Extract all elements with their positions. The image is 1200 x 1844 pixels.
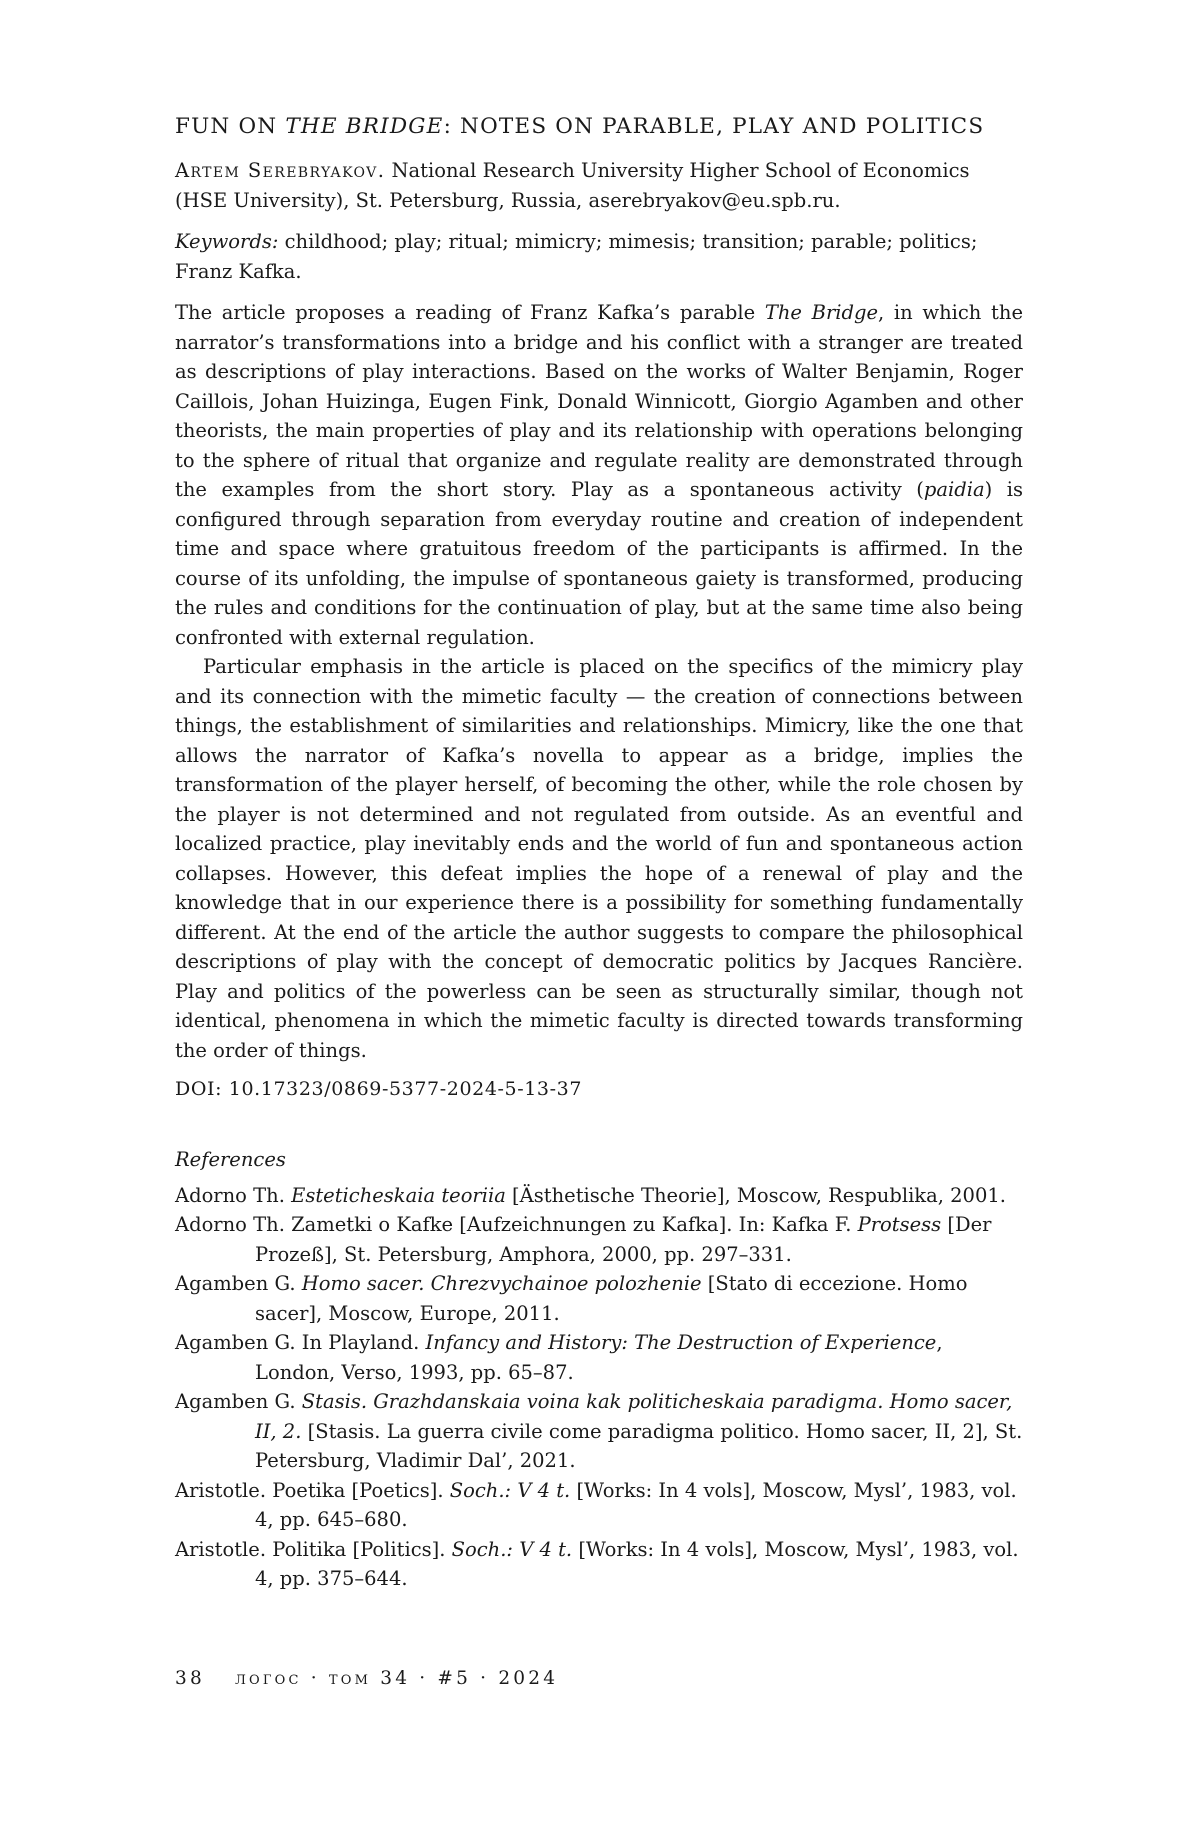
doi: DOI: 10.17323/0869-5377-2024-5-13-37 <box>175 1078 583 1100</box>
ref-text: Agamben G. <box>175 1272 302 1295</box>
page-number: 38 <box>175 1668 205 1689</box>
article-title <box>175 112 1023 142</box>
reference-item <box>175 1535 1023 1594</box>
ref-italic: Protsess <box>857 1213 942 1236</box>
ref-text: Adorno Th. <box>175 1183 292 1207</box>
ref-italic: Soch.: V 4 t. <box>449 1478 571 1502</box>
ref-text: [Stato di eccezione. Homo sacer], Moscow, Europe, 2011. <box>255 1272 968 1325</box>
page-footer <box>175 1668 558 1689</box>
ref-text: [Der Prozeß], St. Petersburg, Amphora, 2000, pp. 297–331. <box>255 1213 992 1266</box>
abstract-p1-part-b: , in which the narrator’s transformations into a bridge and his conflict with a stranger are treated as descriptions of play interactions. Based on the works of Walter Benjamin, Roger Caillois, Johan Huizinga, Eugen Fink, Donald Winnicott, Giorgio Agamben and other theorists, the main properties of play and its relationship with operations belonging to the sphere of ritual that organize and regulate reality are demonstrated through the examples from the short story. Play as a spontaneous activity ( <box>175 301 1023 501</box>
ref-text: [Ästhetische Theorie], Moscow, Respublika, 2001. <box>505 1183 1006 1207</box>
keywords <box>175 227 1023 286</box>
ref-text: , London, Verso, 1993, pp. 65–87. <box>255 1331 943 1384</box>
ref-italic: Stasis. Grazhdanskaia voina kak politicheskaia paradigma. Homo sacer, II, 2. <box>255 1390 1013 1443</box>
title-suffix: : NOTES ON PARABLE, PLAY AND POLITICS <box>443 114 985 139</box>
reference-item <box>175 1181 1023 1211</box>
abstract-p1-part-c: ) is configured through separation from everyday routine and creation of independent time and space where gratuitous freedom of the participants is affirmed. In the course of its unfolding, the impulse of spontaneous gaiety is transformed, producing the rules and conditions for the continuation of play, but at the same time also being confronted with external regulation. <box>175 478 1023 649</box>
reference-item <box>175 1328 1023 1387</box>
title-prefix: FUN ON <box>175 114 286 139</box>
abstract-p1-part-a: The article proposes a reading of Franz Kafka’s parable <box>175 301 765 324</box>
reference-item <box>175 1210 1023 1269</box>
reference-item <box>175 1387 1023 1476</box>
abstract-p1-title: The Bridge <box>764 301 879 324</box>
keywords-label: Keywords: <box>175 230 279 253</box>
article-content <box>175 112 1023 1594</box>
abstract-paragraph-1 <box>175 298 1023 652</box>
ref-text: Adorno Th. Zametki o Kafke [Aufzeichnungen zu Kafka]. In: Kafka F. <box>175 1213 858 1236</box>
references-list <box>175 1181 1023 1594</box>
ref-italic: Soch.: V 4 t. <box>451 1537 573 1561</box>
ref-text: [Works: In 4 vols], Moscow, Mysl’, 1983, vol. 4, pp. 645–680. <box>255 1478 1017 1531</box>
ref-text: Agamben G. <box>175 1390 302 1413</box>
abstract-paragraph-2: Particular emphasis in the article is placed on the specifics of the mimicry play and its connection with the mimetic faculty — the creation of connections between things, the establishment of similarities and relationships. Mimicry, like the one that allows the narrator of Kafka’s novella to appear as a bridge, implies the transformation of the player herself, of becoming the other, while the role chosen by the player is not determined and not regulated from outside. As an eventful and localized practice, play inevitably ends and the world of fun and spontaneous action collapses. However, this defeat implies the hope of a renewal of play and the knowledge that in our experience there is a possibility for something fundamentally different. At the end of the article the author suggests to compare the philosophical descriptions of play with the concept of democratic politics by Jacques Rancière. Play and politics of the powerless can be seen as structurally similar, though not identical, phenomena in which the mimetic faculty is directed towards transforming the order of things. <box>175 655 1023 1062</box>
abstract <box>175 298 1023 1065</box>
title-italic-work: THE BRIDGE <box>285 114 444 139</box>
author-affiliation: National Research University Higher School of Economics (HSE University), St. Petersburg, Russia, aserebryakov@eu.spb.ru. <box>175 159 970 212</box>
ref-italic: Infancy and History: The Destruction of Experience <box>425 1331 937 1354</box>
ref-text: [Works: In 4 vols], Moscow, Mysl’, 1983, vol. 4, pp. 375–644. <box>255 1537 1019 1590</box>
author-name: Artem Serebryakov. <box>175 159 386 182</box>
abstract-p1-paidia: paidia <box>923 478 985 501</box>
ref-text: Agamben G. In Playland. <box>175 1331 426 1354</box>
references-heading: References <box>175 1147 286 1171</box>
reference-item <box>175 1269 1023 1328</box>
ref-text: [Stasis. La guerra civile come paradigma politico. Homo sacer, II, 2], St. Petersburg, Vladimir Dal’, 2021. <box>255 1419 1023 1472</box>
ref-text: Aristotle. Poetika [Poetics]. <box>175 1478 450 1502</box>
author-block <box>175 156 1023 215</box>
ref-italic: Homo sacer. Chrezvychainoe polozhenie <box>301 1272 702 1295</box>
journal-running-head: логос · том 34 · #5 · 2024 <box>234 1668 559 1689</box>
reference-item <box>175 1476 1023 1535</box>
ref-italic: Esteticheskaia teoriia <box>291 1183 506 1207</box>
ref-text: Aristotle. Politika [Politics]. <box>175 1537 452 1561</box>
keywords-text: childhood; play; ritual; mimicry; mimesis; transition; parable; politics; Franz Kafka. <box>175 230 978 283</box>
